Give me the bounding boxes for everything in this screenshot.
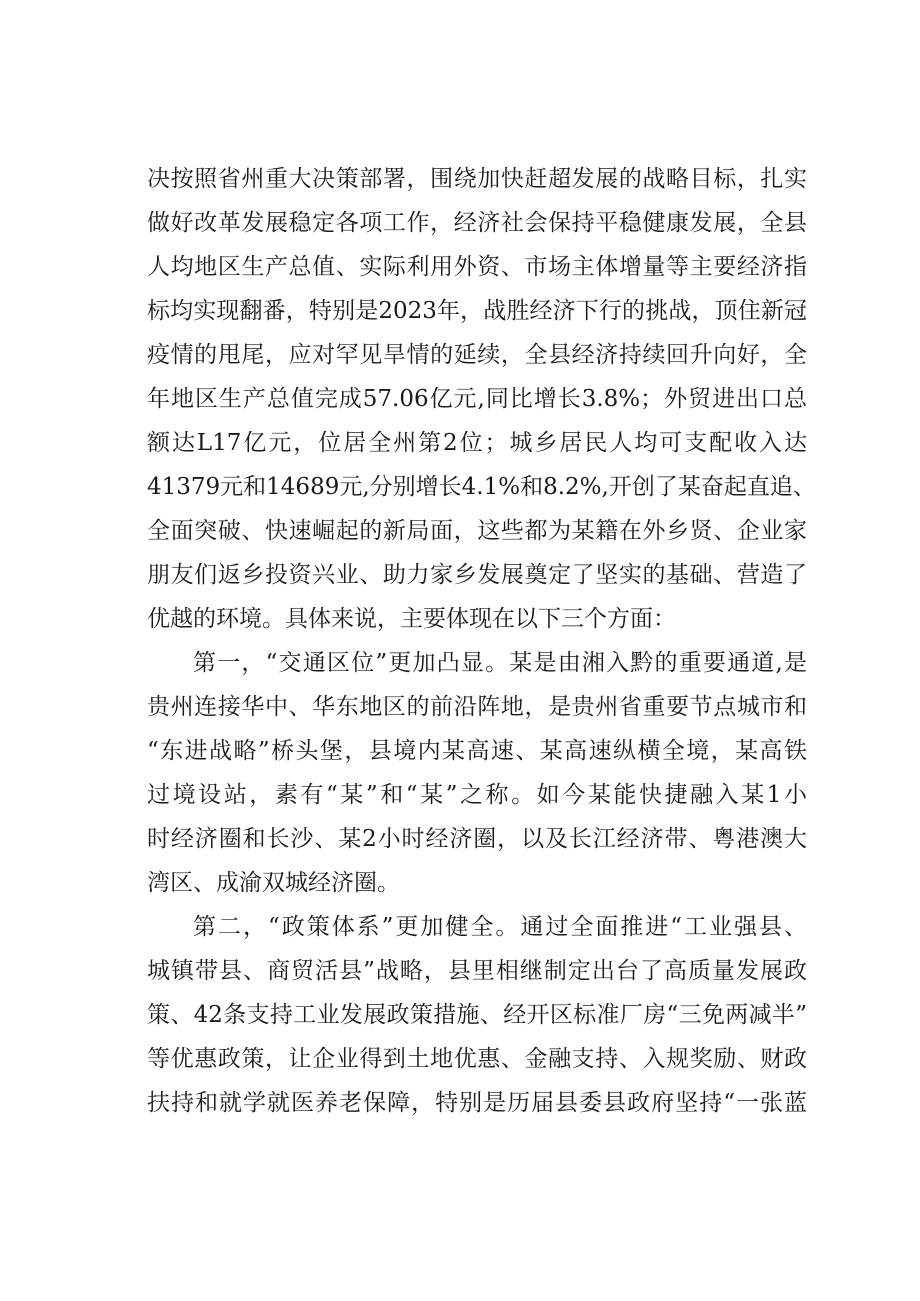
text-line: 贵州连接华中、华东地区的前沿阵地，是贵州省重要节点城市和 <box>147 694 807 720</box>
text-line: 做好改革发展稳定各项工作，经济社会保持平稳健康发展，全县 <box>147 210 807 236</box>
text-line: 策、42条支持工业发展政策措施、经开区标准厂房“三免两减半” <box>147 1002 807 1028</box>
text-line: 全面突破、快速崛起的新局面，这些都为某籍在外乡贤、企业家 <box>147 518 807 544</box>
text-line: 标均实现翻番，特别是2023年，战胜经济下行的挑战，顶住新冠 <box>147 298 807 324</box>
text-line: 额达L17亿元，位居全州第2位；城乡居民人均可支配收入达 <box>147 430 807 456</box>
text-line: 城镇带县、商贸活县”战略，县里相继制定出台了高质量发展政 <box>147 958 807 984</box>
text-line: 决按照省州重大决策部署，围绕加快赶超发展的战略目标，扎实 <box>147 166 807 192</box>
text-line: 湾区、成渝双城经济圈。 <box>147 870 400 896</box>
body-text <box>147 157 816 1125</box>
text-line: 过境设站，素有“某”和“某”之称。如今某能快捷融入某1小 <box>147 782 807 808</box>
text-line: 时经济圈和长沙、某2小时经济圈，以及长江经济带、粤港澳大 <box>147 826 807 852</box>
paragraph-start-line: 第一，“交通区位”更加凸显。某是由湘入黔的重要通道,是 <box>193 650 807 676</box>
paragraph-start-line: 第二，“政策体系”更加健全。通过全面推进“工业强县、 <box>193 914 807 940</box>
text-line: 疫情的甩尾，应对罕见旱情的延续，全县经济持续回升向好，全 <box>147 342 807 368</box>
text-line: 人均地区生产总值、实际利用外资、市场主体增量等主要经济指 <box>147 254 807 280</box>
text-line: 41379元和14689元,分别增长4.1%和8.2%,开创了某奋起直追、 <box>147 474 816 500</box>
text-line: 优越的环境。具体来说，主要体现在以下三个方面： <box>147 606 676 632</box>
text-line: 朋友们返乡投资兴业、助力家乡发展奠定了坚实的基础、营造了 <box>147 562 807 588</box>
text-line: 年地区生产总值完成57.06亿元,同比增长3.8%；外贸进出口总 <box>147 386 807 412</box>
text-line: 扶持和就学就医养老保障，特别是历届县委县政府坚持“一张蓝 <box>147 1090 807 1116</box>
text-line: “东进战略”桥头堡，县境内某高速、某高速纵横全境，某高铁 <box>147 738 807 764</box>
text-line: 等优惠政策，让企业得到土地优惠、金融支持、入规奖励、财政 <box>147 1046 807 1072</box>
